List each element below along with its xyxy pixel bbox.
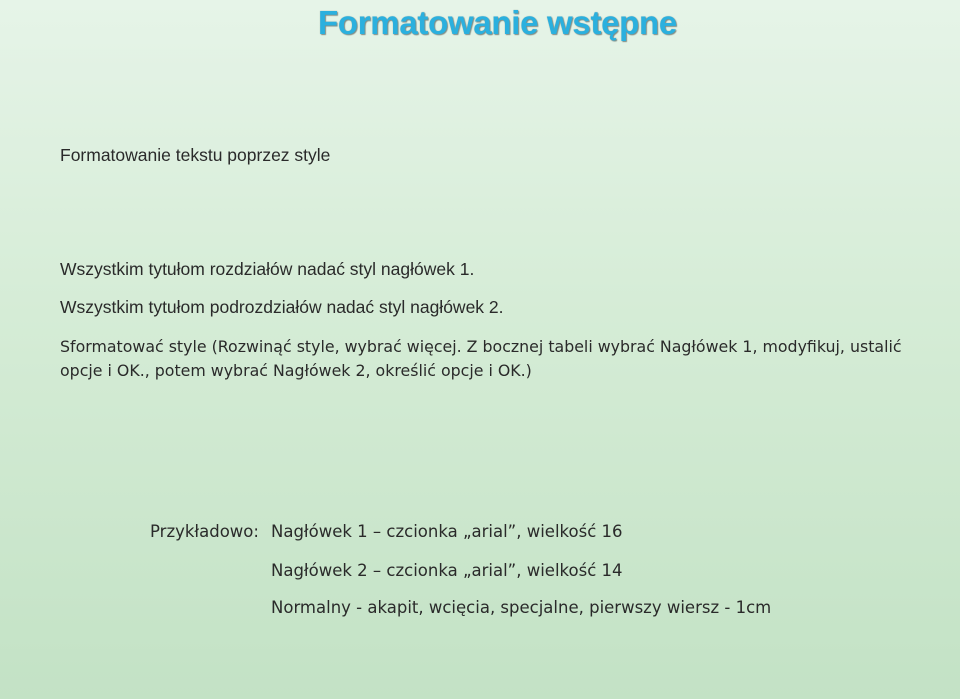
instruction-format-styles: Sformatować style (Rozwinąć style, wybrać więcej. Z bocznej tabeli wybrać Nagłówek 1, modyfikuj, ustalić opcje i OK., potem wybrać Nagłówek 2, określić opcje i OK.) bbox=[60, 337, 902, 380]
example-line-heading-1: Nagłówek 1 – czcionka „arial”, wielkość 16 bbox=[271, 522, 623, 541]
instruction-heading-1: Wszystkim tytułom rozdziałów nadać styl nagłówek 1. bbox=[60, 259, 475, 279]
example-line-normal: Normalny - akapit, wcięcia, specjalne, pierwszy wiersz - 1cm bbox=[271, 598, 772, 617]
example-line-heading-2: Nagłówek 2 – czcionka „arial”, wielkość 14 bbox=[271, 561, 623, 580]
slide-title: Formatowanie wstępne bbox=[318, 4, 677, 41]
instruction-heading-2: Wszystkim tytułom podrozdziałów nadać styl nagłówek 2. bbox=[60, 297, 504, 317]
example-label: Przykładowo: bbox=[150, 522, 259, 541]
intro-text: Formatowanie tekstu poprzez style bbox=[60, 145, 331, 165]
